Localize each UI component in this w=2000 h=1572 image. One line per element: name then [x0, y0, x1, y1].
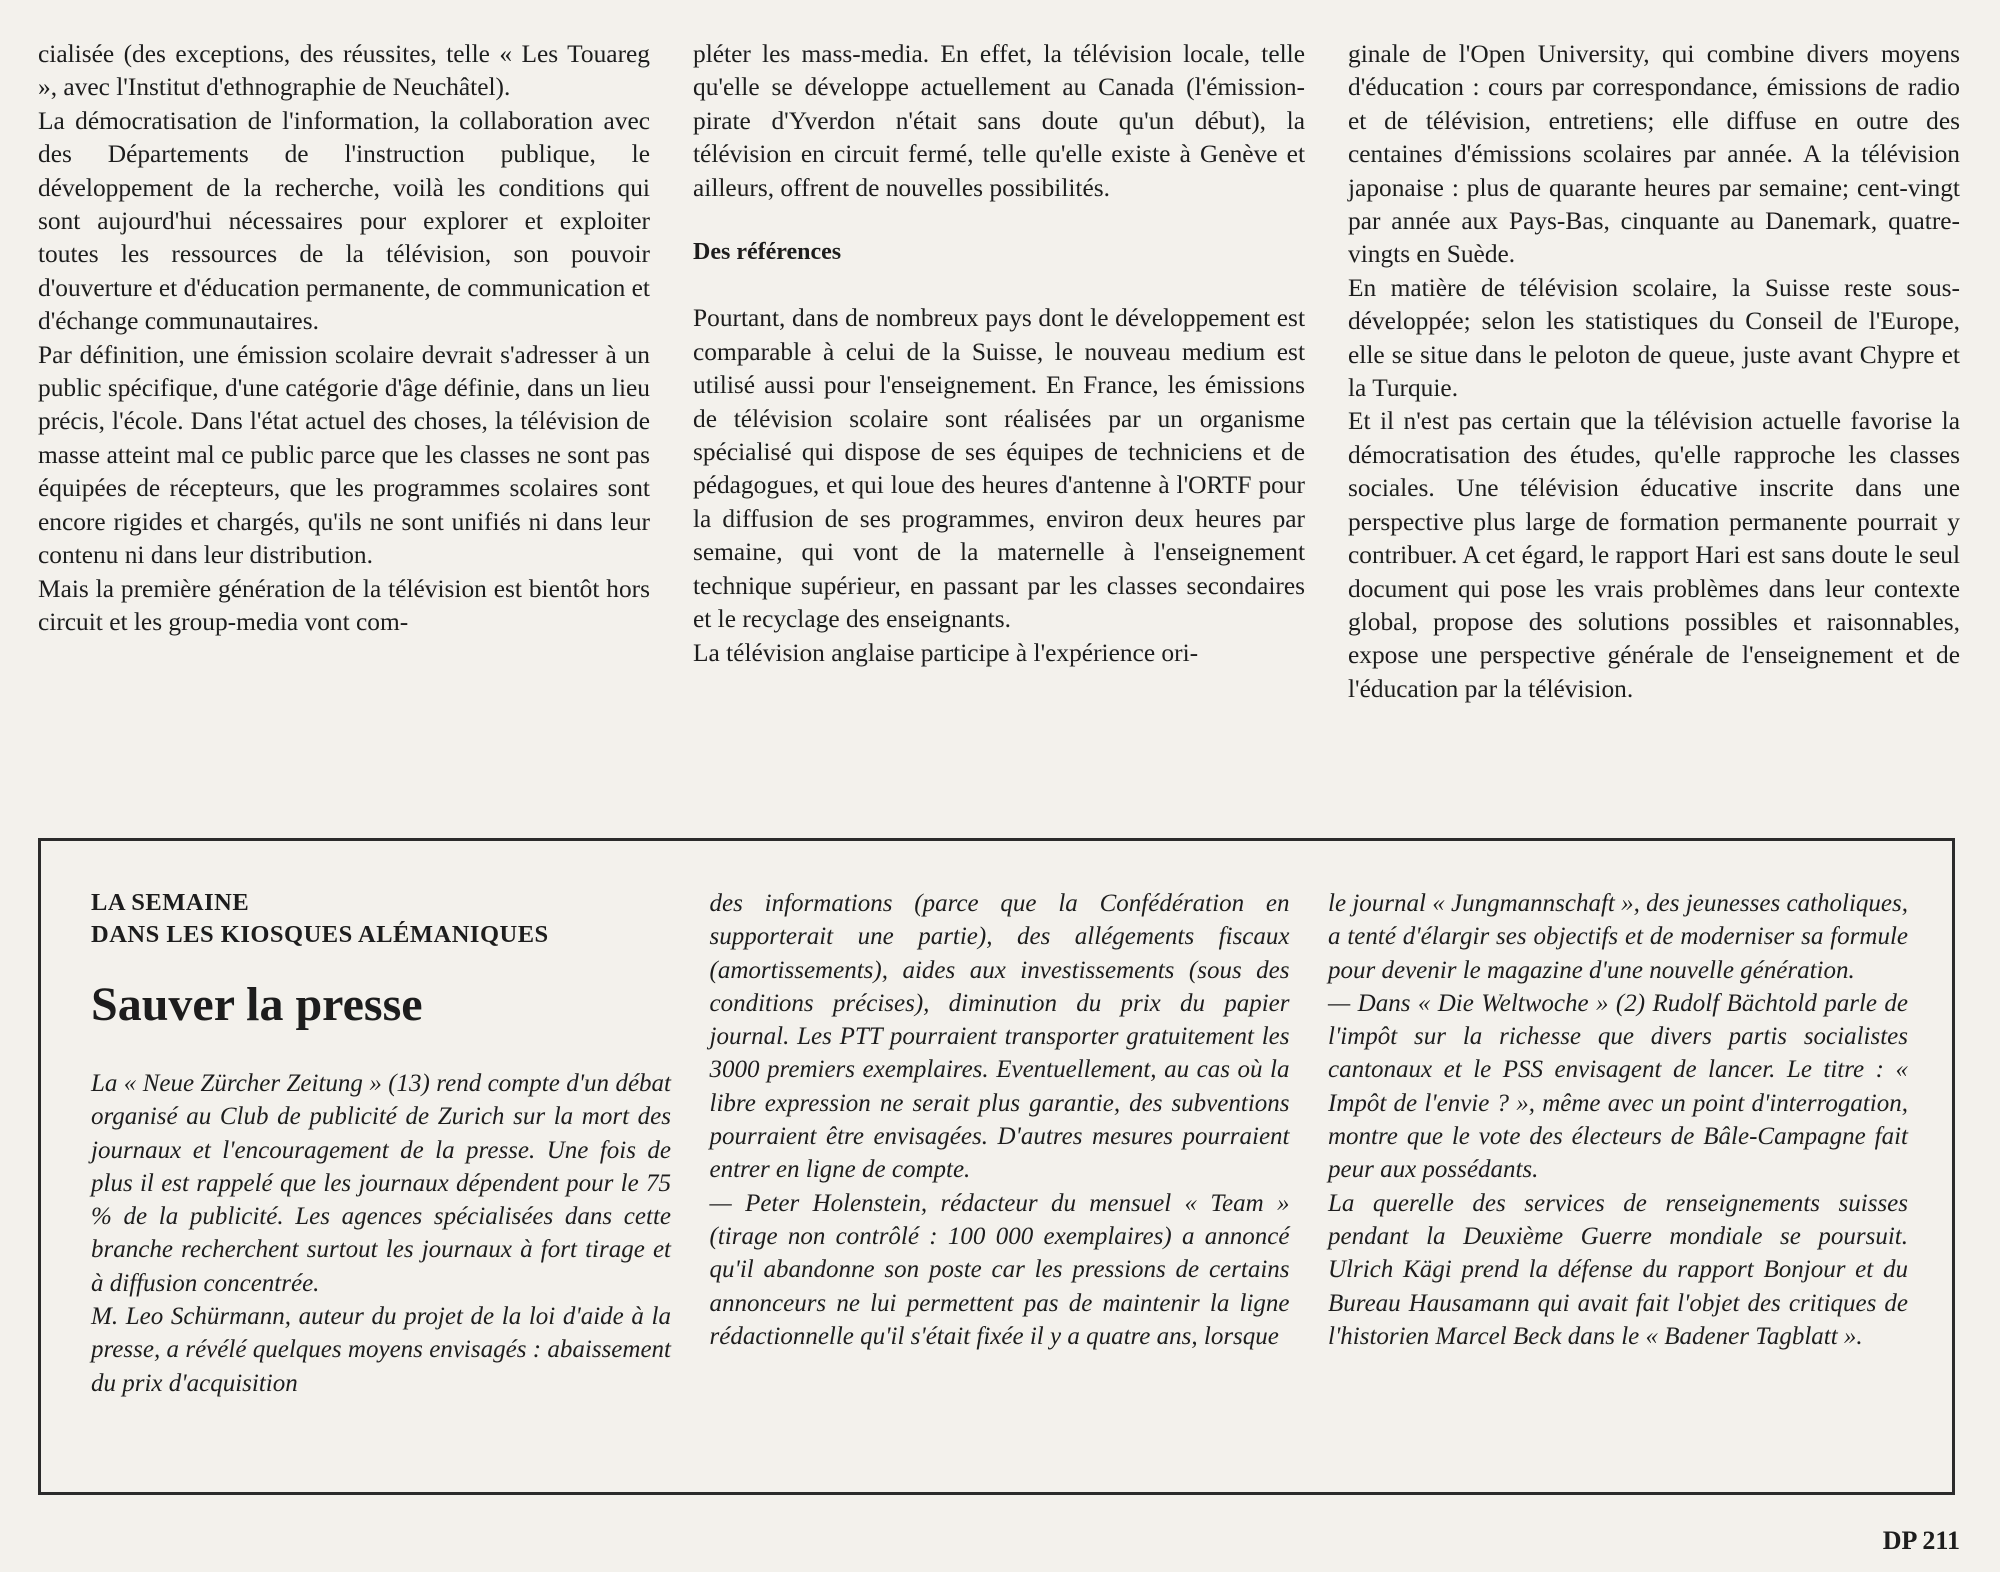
paragraph: — Dans « Die Weltwoche » (2) Rudolf Bächtold parle de l'impôt sur la richesse que divers partis socialistes cantonaux et le PSS envisagent de lancer. Le titre : « Impôt de l'envie ? », même avec un point d'interrogation, montre que le vote des électeurs de Bâle-Campagne fait peur aux possédants. [1328, 989, 1908, 1184]
sidebar-column-2 [710, 887, 1290, 1447]
kicker-line: DANS LES KIOSQUES ALÉMANIQUES [91, 921, 549, 948]
paragraph: Pourtant, dans de nombreux pays dont le développement est comparable à celui de la Suisse, le nouveau medium est utilisé aussi pour l'enseignement. En France, les émissions de télévision scolaire sont réalisées par un organisme spécialisé qui dispose de ses équipes de techniciens et de pédagogues, et qui loue des heures d'antenne à l'ORTF pour la diffusion de ses programmes, environ deux heures par semaine, qui vont de la maternelle à l'enseignement technique supérieur, en passant par les classes secondaires et le recyclage des enseignants. [693, 304, 1305, 634]
box-title: Sauver la presse [91, 978, 423, 1031]
paragraph: ginale de l'Open University, qui combine divers moyens d'éducation : cours par correspondance, émissions de radio et de télévision, entretiens; elle diffuse en outre des centaines d'émissions scolaires par année. A la télévision japonaise : plus de quarante heures par semaine; cent-vingt par année aux Pays-Bas, cinquante au Danemark, quatre-vingts en Suède. [1348, 40, 1960, 269]
paragraph: Par définition, une émission scolaire devrait s'adresser à un public spécifique, d'une catégorie d'âge définie, dans un lieu précis, l'école. Dans l'état actuel des choses, la télévision de masse atteint mal ce public parce que les classes ne sont pas équipées de récepteurs, que les programmes scolaires sont encore rigides et chargés, qu'ils ne sont unifiés ni dans leur contenu ni dans leur distribution. [38, 340, 650, 570]
paragraph: La démocratisation de l'information, la collaboration avec des Départements de l'instruction publique, le développement de la recherche, voilà les conditions qui sont aujourd'hui nécessaires pour explorer et exploiter toutes les ressources de la télévision, son pouvoir d'ouverture et d'éducation permanente, de communication et d'échange communautaires. [38, 106, 650, 336]
article-column-1 [38, 38, 650, 778]
section-subheading: Des références [693, 239, 842, 266]
paragraph: M. Leo Schürmann, auteur du projet de la loi d'aide à la presse, a révélé quelques moyens envisagés : abaissement du prix d'acquisition [91, 1303, 671, 1397]
article-columns [38, 38, 1960, 778]
section-kicker [91, 887, 671, 951]
sidebar-box [38, 838, 1955, 1495]
paragraph: cialisée (des exceptions, des réussites, telle « Les Touareg », avec l'Institut d'ethnographie de Neuchâtel). [38, 40, 650, 102]
paragraph: Et il n'est pas certain que la télévision actuelle favorise la démocratisation des études, qu'elle rapproche les classes sociales. Une télévision éducative inscrite dans une perspective plus large de formation permanente pourrait y contribuer. A cet égard, le rapport Hari est sans doute le seul document qui pose les vrais problèmes dans leur contexte global, propose des solutions possibles et raisonnables, expose une perspective générale de l'enseignement et de l'éducation par la télévision. [1348, 407, 1960, 703]
paragraph: La télévision anglaise participe à l'expérience ori- [693, 638, 1199, 667]
paragraph: des informations (parce que la Confédération en supporterait une partie), des allégements fiscaux (amortissements), aides aux investissements (sous des conditions précises), diminution du prix du papier journal. Les PTT pourraient transporter gratuitement les 3000 premiers exemplaires. Eventuellement, au cas où la libre expression ne serait plus garantie, des subventions pourraient être envisagées. D'autres mesures pourraient entrer en ligne de compte. [709, 890, 1290, 1184]
sidebar-columns [91, 887, 1908, 1447]
paragraph: Mais la première génération de la télévision est bientôt hors circuit et les group-media vont com- [38, 574, 650, 636]
paragraph: — Peter Holenstein, rédacteur du mensuel « Team » (tirage non contrôlé : 100 000 exemplaires) a annoncé qu'il abandonne son poste car les pressions de certains annonceurs ne lui permettent pas de maintenir la ligne rédactionnelle qu'il s'était fixée il y a quatre ans, lorsque [709, 1189, 1290, 1350]
paragraph: le journal « Jungmannschaft », des jeunesses catholiques, a tenté d'élargir ses objectifs et de moderniser sa formule pour devenir le magazine d'une nouvelle génération. [1328, 890, 1908, 984]
article-column-2 [693, 38, 1305, 778]
article-column-3 [1348, 38, 1960, 778]
sidebar-column-1 [91, 887, 671, 1447]
paragraph: En matière de télévision scolaire, la Suisse reste sous-développée; selon les statistiques du Conseil de l'Europe, elle se situe dans le peloton de queue, juste avant Chypre et la Turquie. [1348, 273, 1960, 403]
page-number: DP 211 [1882, 1526, 1960, 1555]
paragraph: La querelle des services de renseignements suisses pendant la Deuxième Guerre mondiale se poursuit. Ulrich Kägi prend la défense du rapport Bonjour et du Bureau Hausamann qui avait fait l'objet des critiques de l'historien Marcel Beck dans le « Badener Tagblatt ». [1328, 1189, 1908, 1350]
sidebar-column-3 [1328, 887, 1908, 1447]
paragraph: La « Neue Zürcher Zeitung » (13) rend compte d'un débat organisé au Club de publicité de Zurich sur la mort des journaux et l'encouragement de la presse. Une fois de plus il est rappelé que les journaux dépendent pour le 75 % de la publicité. Les agences spécialisées dans cette branche recherchent surtout les journaux à fort tirage et à diffusion concentrée. [91, 1070, 671, 1297]
kicker-line: LA SEMAINE [91, 889, 250, 916]
paragraph: pléter les mass-media. En effet, la télévision locale, telle qu'elle se développe actuellement au Canada (l'émission-pirate d'Yverdon n'était sans doute qu'un début), la télévision en circuit fermé, telle qu'elle existe à Genève et ailleurs, offrent de nouvelles possibilités. [693, 40, 1305, 202]
